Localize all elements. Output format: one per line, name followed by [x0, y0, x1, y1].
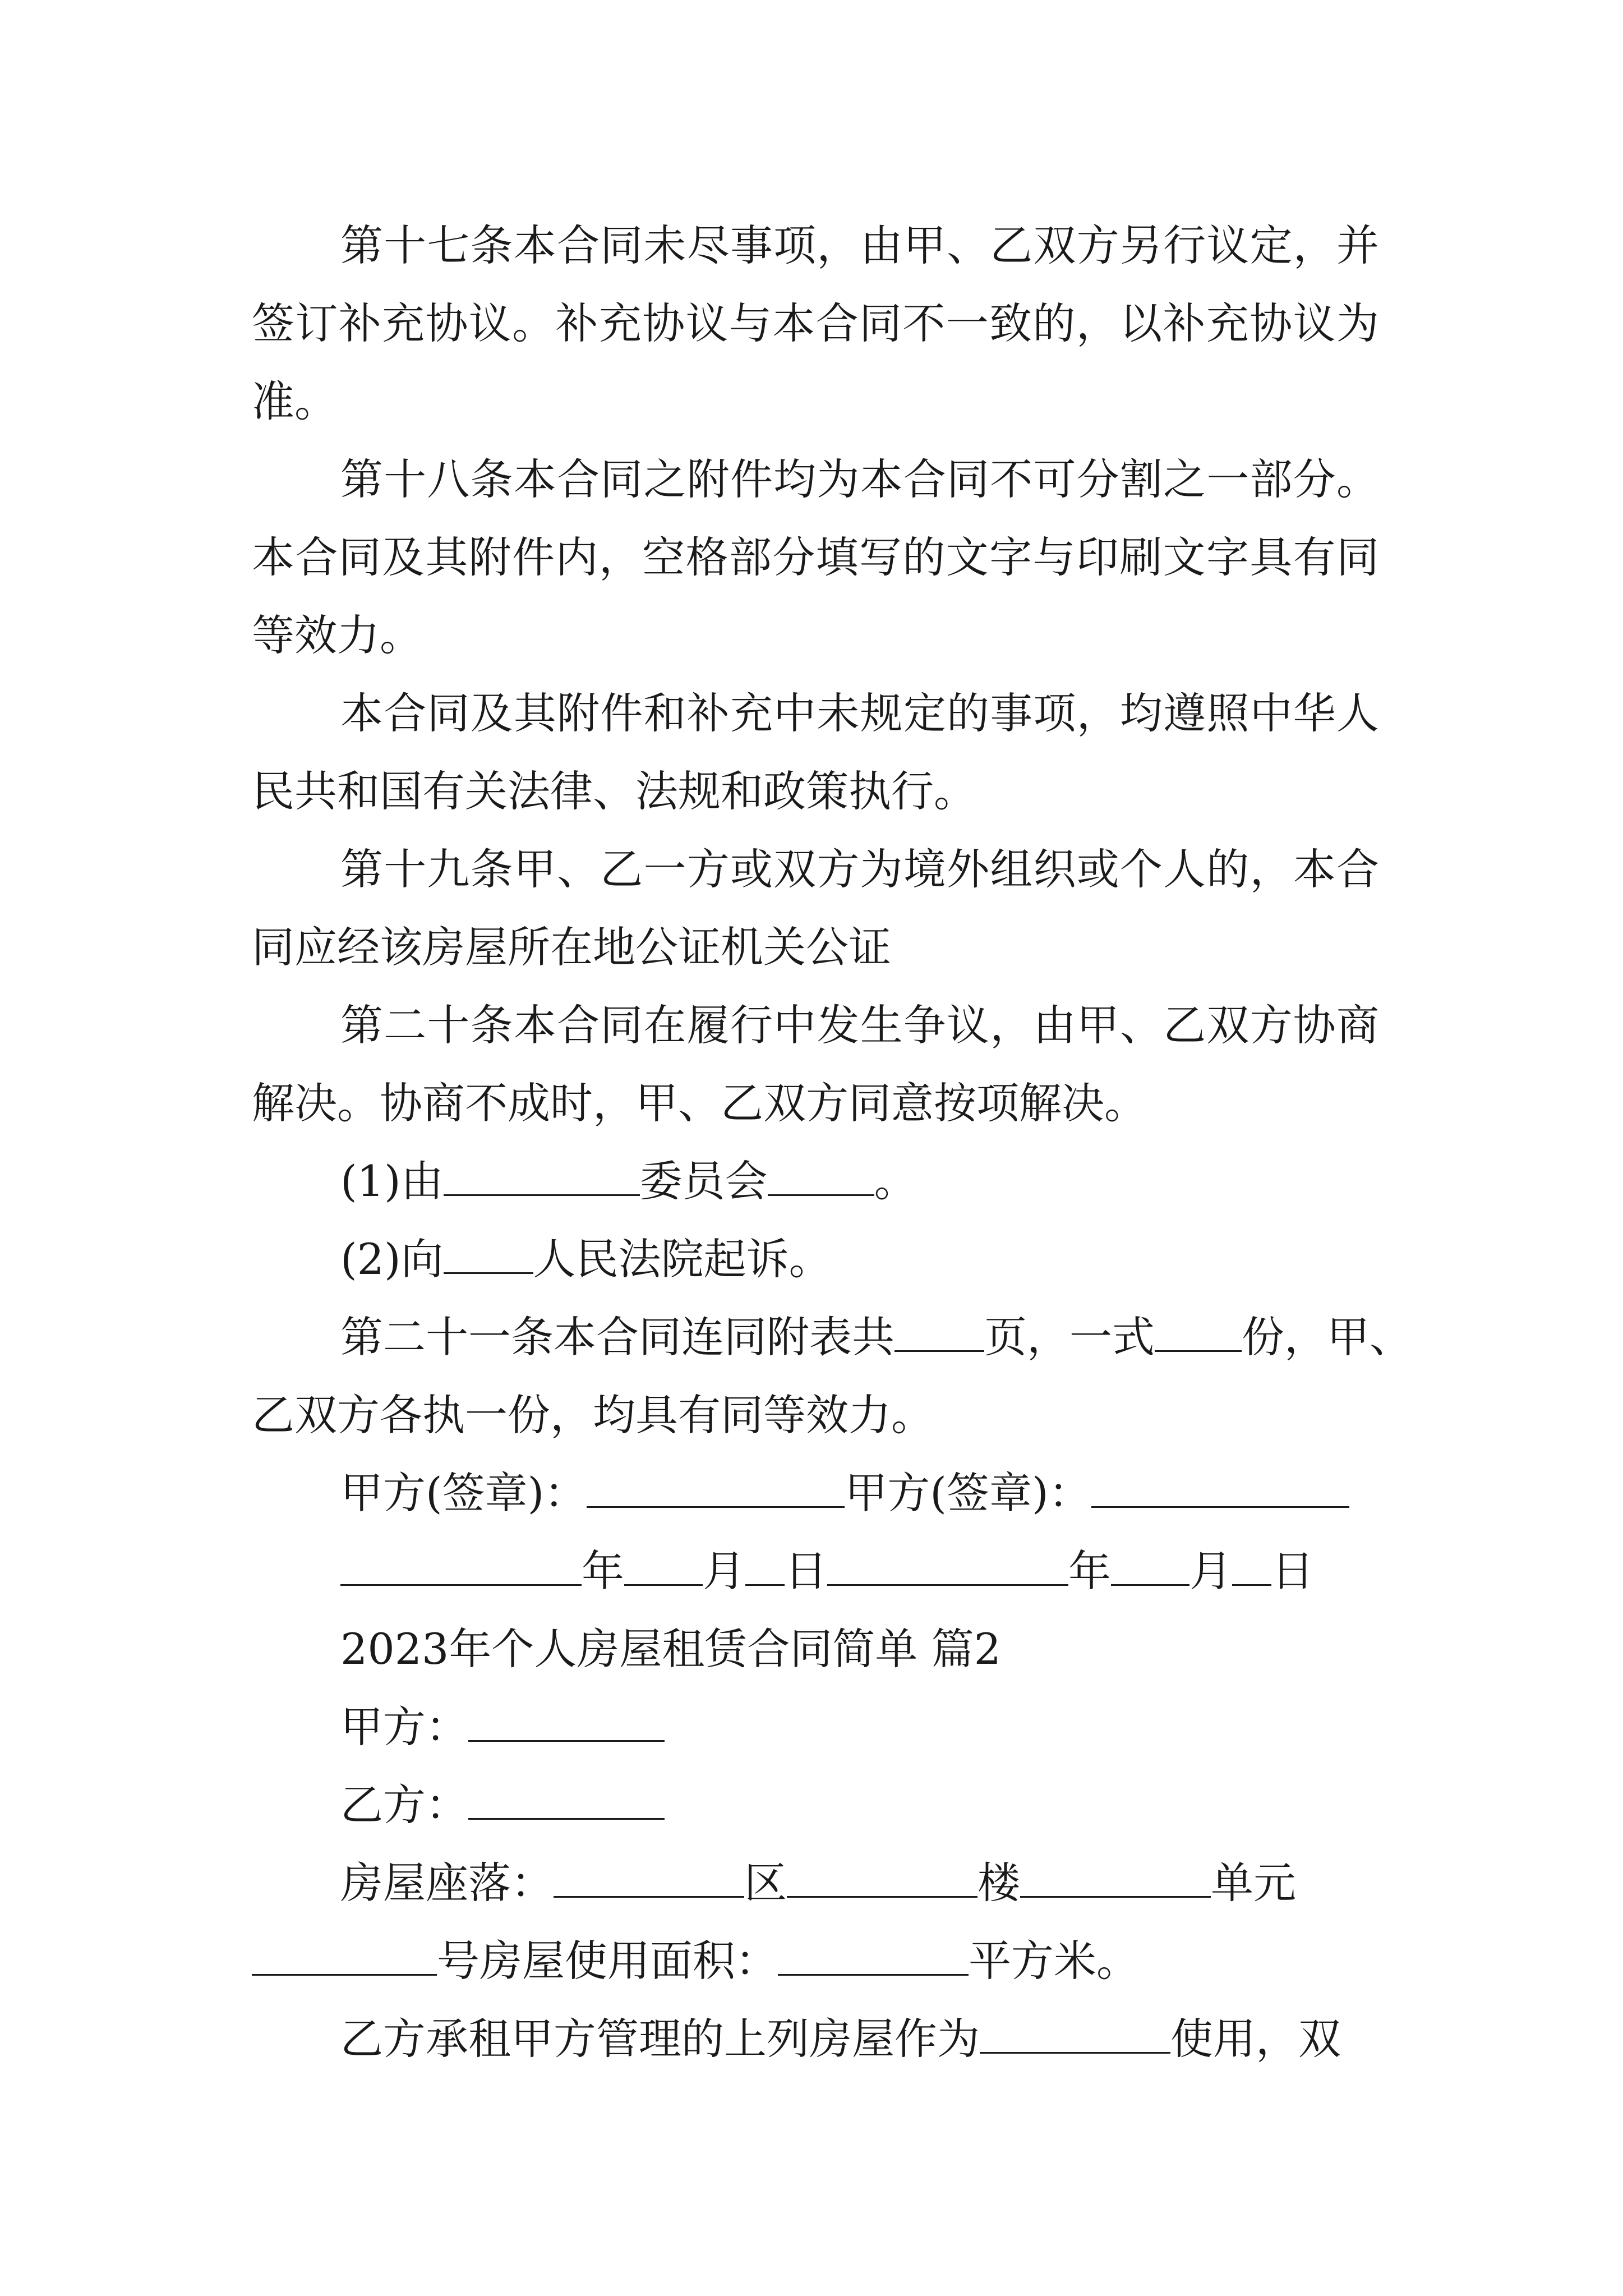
signature-line: [340, 1454, 1379, 1533]
location-label: 房屋座落：: [340, 1858, 554, 1908]
article-17-line-3: 准。: [252, 376, 337, 426]
party-a-line: [340, 1688, 1379, 1766]
date-b-blank[interactable]: [827, 1546, 1068, 1586]
article-18-line-2: 本合同及其附件内，空格部分填写的文字与印刷文字具有同: [252, 532, 1379, 582]
date-a-day: 日: [785, 1546, 827, 1596]
date-a-blank[interactable]: [340, 1546, 582, 1586]
option-2-suffix: 人民法院起诉。: [533, 1234, 832, 1284]
building-label: 楼: [978, 1858, 1020, 1908]
date-b-day: 日: [1271, 1546, 1314, 1596]
unit-label: 单元: [1211, 1858, 1296, 1908]
date-b-year: 年: [1068, 1546, 1111, 1596]
article-20-line-1: 第二十条本合同在履行中发生争议，由甲、乙双方协商: [340, 1000, 1379, 1050]
area-blank[interactable]: [778, 1936, 969, 1976]
article-18-line-1: 第十八条本合同之附件均为本合同不可分割之一部分。: [340, 454, 1379, 504]
unit-blank[interactable]: [1020, 1858, 1211, 1898]
date-a-year: 年: [582, 1546, 624, 1596]
article-21-part-3: 份，甲、: [1242, 1312, 1412, 1362]
house-location-line: [340, 1844, 1379, 1922]
unspecified-line-1: 本合同及其附件和补充中未规定的事项，均遵照中华人: [340, 688, 1379, 738]
party-a-signature-blank[interactable]: [587, 1468, 845, 1508]
article-17-line-2: 签订补充协议。补充协议与本合同不一致的，以补充协议为: [252, 298, 1379, 348]
party-b-blank[interactable]: [468, 1780, 665, 1820]
arbitration-blank[interactable]: [768, 1156, 874, 1196]
option-1-line: [340, 1142, 1379, 1221]
party-b-signature-blank[interactable]: [1091, 1468, 1349, 1508]
use-suffix: 使用，双: [1170, 2014, 1341, 2064]
article-21-part-2: 页，一式: [984, 1312, 1155, 1362]
committee-blank[interactable]: [444, 1156, 640, 1196]
day-b-blank[interactable]: [1232, 1546, 1271, 1586]
party-b-label: 乙方：: [340, 1780, 468, 1830]
article-17-line-1: 第十七条本合同未尽事项，由甲、乙双方另行议定，并: [340, 220, 1379, 270]
party-a-signature-label: 甲方(签章)：: [340, 1468, 587, 1518]
date-a-month: 月: [703, 1546, 745, 1596]
party-b-line: [340, 1766, 1379, 1844]
party-a-blank[interactable]: [468, 1702, 665, 1742]
use-prefix: 乙方承租甲方管理的上列房屋作为: [340, 2014, 980, 2064]
district-blank[interactable]: [554, 1858, 744, 1898]
article-20-line-2: 解决。协商不成时，甲、乙双方同意按项解决。: [252, 1078, 1147, 1128]
use-line: [340, 2000, 1379, 2078]
option-1-suffix: 。: [874, 1156, 917, 1206]
court-blank[interactable]: [444, 1234, 533, 1274]
article-21-line-1: [340, 1298, 1412, 1377]
use-blank[interactable]: [980, 2014, 1170, 2054]
room-area-line: [252, 1922, 1379, 2000]
district-label: 区: [744, 1858, 787, 1908]
party-a-label: 甲方：: [340, 1702, 468, 1752]
building-blank[interactable]: [787, 1858, 978, 1898]
room-area-label: 号房屋使用面积：: [437, 1936, 778, 1986]
date-b-month: 月: [1189, 1546, 1232, 1596]
option-2-line: [340, 1220, 1379, 1299]
month-b-blank[interactable]: [1111, 1546, 1189, 1586]
article-21-part-1: 第二十一条本合同连同附表共: [340, 1312, 895, 1362]
article-19-line-1: 第十九条甲、乙一方或双方为境外组织或个人的，本合: [340, 844, 1379, 894]
article-19-line-2: 同应经该房屋所在地公证机关公证: [252, 922, 891, 972]
section-2-heading: 2023年个人房屋租赁合同简单 篇2: [340, 1624, 1001, 1674]
day-a-blank[interactable]: [745, 1546, 785, 1586]
unspecified-line-2: 民共和国有关法律、法规和政策执行。: [252, 766, 976, 816]
sqm-label: 平方米。: [969, 1936, 1139, 1986]
pages-blank[interactable]: [895, 1312, 984, 1352]
date-line: [340, 1532, 1379, 1611]
option-1-middle: 委员会: [639, 1156, 768, 1206]
party-b-signature-label: 甲方(签章)：: [845, 1468, 1091, 1518]
month-a-blank[interactable]: [624, 1546, 703, 1586]
article-21-line-2: 乙双方各执一份，均具有同等效力。: [252, 1390, 934, 1440]
article-18-line-3: 等效力。: [252, 610, 422, 660]
copies-blank[interactable]: [1155, 1312, 1242, 1352]
option-2-prefix: (2)向: [340, 1234, 444, 1284]
option-1-prefix: (1)由: [340, 1156, 444, 1206]
room-number-blank[interactable]: [252, 1936, 437, 1976]
